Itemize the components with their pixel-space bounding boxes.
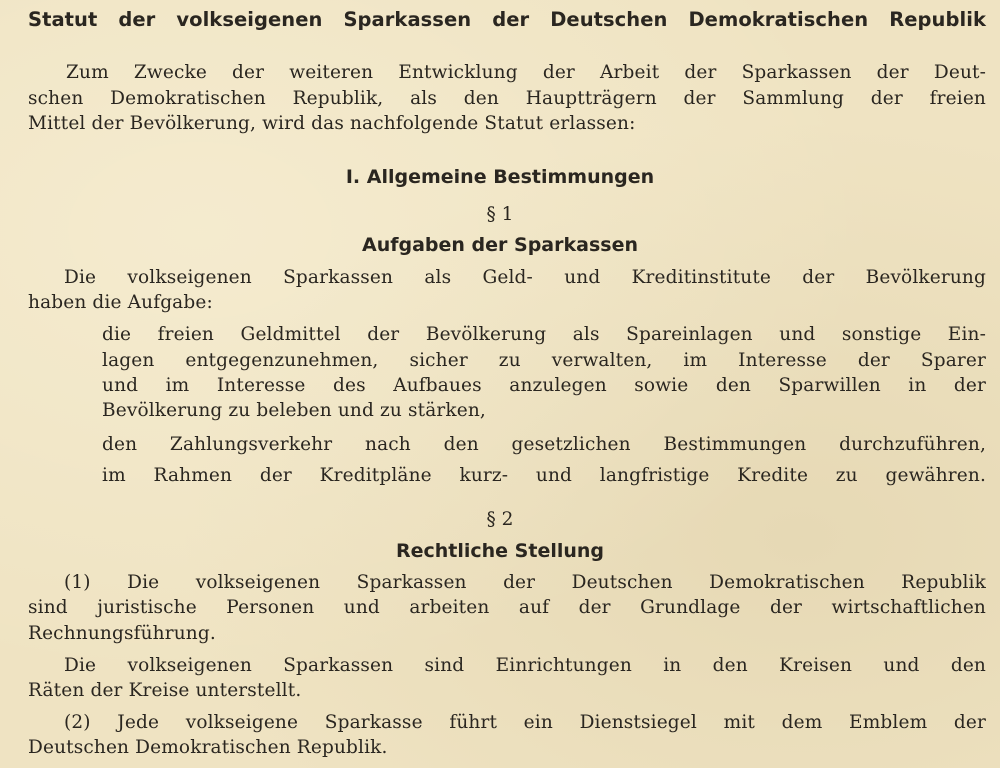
paragraph-2-text-3-line-1: (2) Jede volkseigene Sparkasse führt ein Dienstsiegel mit dem Emblem der — [64, 712, 986, 733]
preamble-line-3: Mittel der Bevölkerung, wird das nachfolgende Statut erlassen: — [28, 113, 636, 134]
paragraph-1-intro-line-2: haben die Aufgabe: — [28, 292, 213, 313]
section-heading: I. Allgemeine Bestimmungen — [345, 166, 655, 188]
paragraph-number-1: § 1 — [486, 204, 514, 225]
preamble-line-1: Zum Zwecke der weiteren Entwicklung der Arbeit der Sparkassen der Deut- — [66, 62, 986, 83]
paragraph-2-text-1-line-3: Rechnungsführung. — [28, 623, 216, 644]
document-title: Statut der volkseigenen Sparkassen der Deutschen Demokratischen Republik — [28, 8, 986, 31]
preamble-line-2: schen Demokratischen Republik, als den Hauptträgern der Sammlung der freien — [28, 88, 986, 109]
list-item-1-line-1: die freien Geldmittel der Bevölkerung als Spareinlagen und sonstige Ein- — [102, 324, 986, 345]
paragraph-2-text-2-line-1: Die volkseigenen Sparkassen sind Einrichtungen in den Kreisen und den — [64, 655, 986, 676]
list-item-1-line-3: und im Interesse des Aufbaues anzulegen sowie den Sparwillen in der — [102, 375, 986, 396]
paragraph-2-text-1-line-1: (1) Die volkseigenen Sparkassen der Deutschen Demokratischen Republik — [64, 572, 986, 593]
paragraph-2-text-1-line-2: sind juristische Personen und arbeiten auf der Grundlage der wirtschaftlichen — [28, 597, 986, 618]
paragraph-2-text-2-line-2: Räten der Kreise unterstellt. — [28, 680, 302, 701]
paragraph-number-2: § 2 — [486, 509, 514, 530]
list-item-1-line-4: Bevölkerung zu beleben und zu stärken, — [102, 400, 486, 421]
paragraph-2-text-3-line-2: Deutschen Demokratischen Republik. — [28, 737, 388, 758]
list-item-1-line-2: lagen entgegenzunehmen, sicher zu verwalten, im Interesse der Sparer — [102, 350, 986, 371]
paragraph-title-1: Aufgaben der Sparkassen — [362, 234, 638, 256]
list-item-3: im Rahmen der Kreditpläne kurz- und langfristige Kredite zu gewähren. — [102, 465, 986, 486]
list-item-2: den Zahlungsverkehr nach den gesetzlichen Bestimmungen durchzuführen, — [102, 434, 986, 455]
paragraph-1-intro-line-1: Die volkseigenen Sparkassen als Geld- und Kreditinstitute der Bevölkerung — [64, 267, 986, 288]
paragraph-title-2: Rechtliche Stellung — [395, 540, 605, 562]
